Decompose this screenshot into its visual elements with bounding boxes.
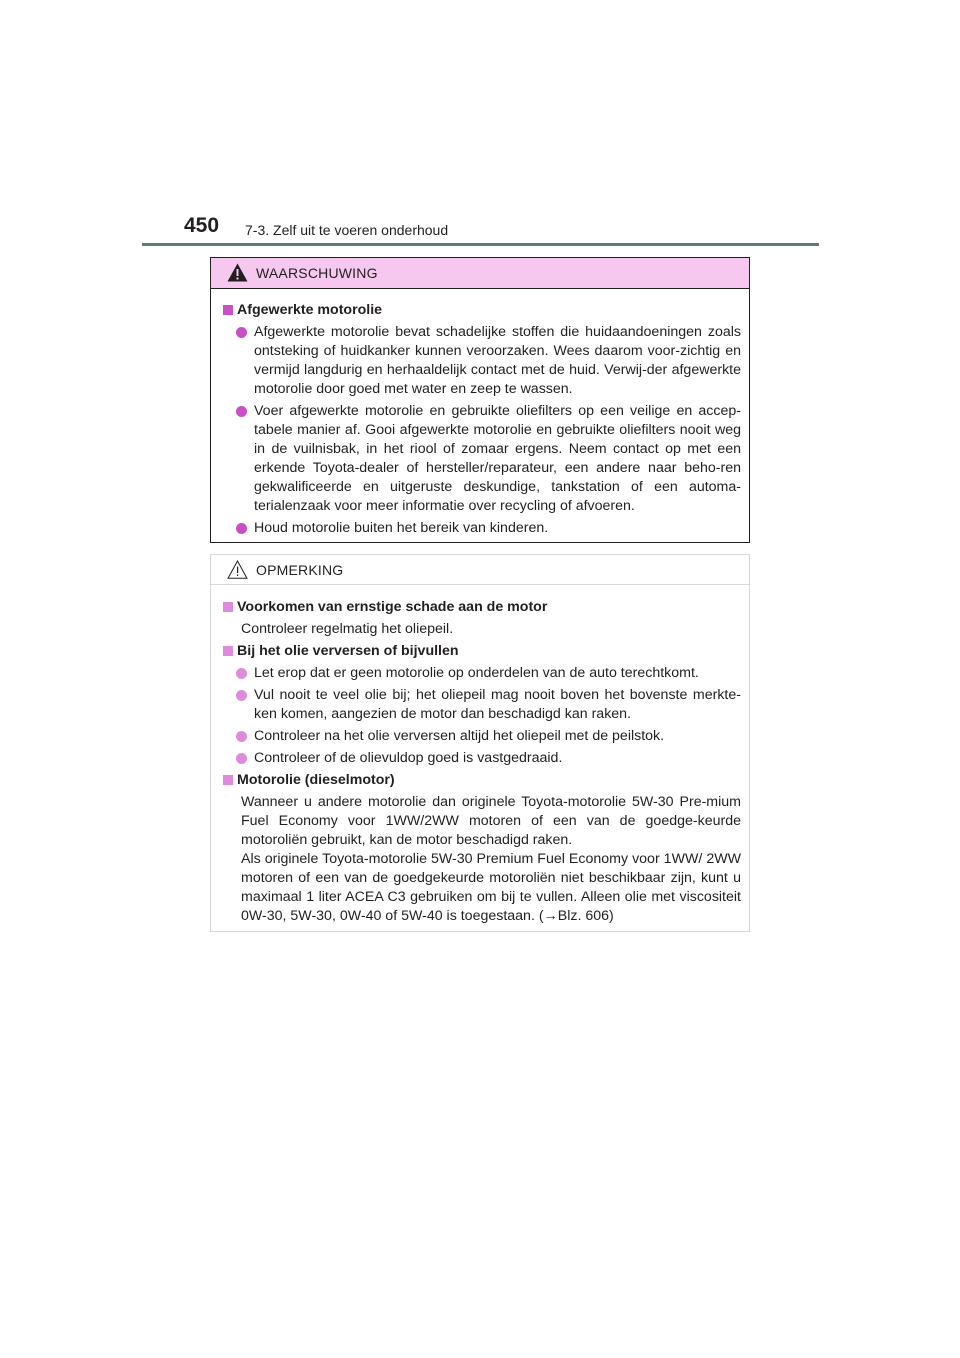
square-bullet-icon [223,305,233,315]
round-bullet-icon [236,690,247,701]
list-item: Voer afgewerkte motorolie en gebruikte oliefilters op een veilige en accep-tabele manier af. Gooi afgewerkte motorolie en gebruikte oliefilters nooit weg in de vuilnisbak, in het riool of zomaar ergens. Neem contact op met een erkende Toyota-dealer of hersteller/reparateur, een andere naar beho-ren gekwalificeerde en uitgeruste deskundige, tankstation of een automa-terialenzaak voor meer informatie over recycling of afvoeren. [235,402,741,516]
warning-icon [227,263,248,282]
round-bullet-icon [236,753,247,764]
notice-heading: Bij het olie verversen of bijvullen [223,642,741,661]
page-number: 450 [184,214,220,237]
round-bullet-icon [236,327,247,338]
warning-content [211,289,749,538]
paragraph: Als originele Toyota-motorolie 5W-30 Premium Fuel Economy voor 1WW/ 2WW motoren of een van de goedgekeurde motoroliën niet beschikbaar zijn, kunt u maximaal 1 liter ACEA C3 gebruiken om bij te vullen. Alleen olie met viscositeit 0W-30, 5W-30, 0W-40 of 5W-40 is toegestaan. (→Blz. 606) [241,851,741,924]
square-bullet-icon [223,602,233,612]
square-bullet-icon [223,646,233,656]
notice-title: OPMERKING [256,562,344,578]
list-item: Vul nooit te veel olie bij; het oliepeil mag nooit boven het bovenste merkte-ken komen, aangezien de motor dan beschadigd kan raken. [235,686,741,724]
list-item: Let erop dat er geen motorolie op onderdelen van de auto terechtkomt. [235,664,741,683]
page-header [184,212,814,244]
warning-header [211,258,749,289]
list-item: Houd motorolie buiten het bereik van kinderen. [235,519,741,538]
square-bullet-icon [223,775,233,785]
list-item: Controleer na het olie verversen altijd het oliepeil met de peilstok. [235,727,741,746]
warning-heading: Afgewerkte motorolie [223,301,741,320]
paragraph: Controleer regelmatig het oliepeil. [241,621,454,637]
round-bullet-icon [236,523,247,534]
notice-header [211,555,749,585]
round-bullet-icon [236,731,247,742]
list-item: Controleer of de olievuldop goed is vastgedraaid. [235,749,741,768]
notice-heading: Voorkomen van ernstige schade aan de motor [223,598,741,617]
notice-box [210,554,750,932]
warning-box [210,257,750,543]
section-title: 7-3. Zelf uit te voeren onderhoud [245,222,449,238]
paragraph: Wanneer u andere motorolie dan originele Toyota-motorolie 5W-30 Pre-mium Fuel Economy voor 1WW/2WW motoren of een van de goedge-keurde motoroliën gebruikt, kan de motor beschadigd raken. [241,794,741,848]
header-rule [142,243,819,246]
warning-title: WAARSCHUWING [256,265,378,281]
list-item: Afgewerkte motorolie bevat schadelijke stoffen die huidaandoeningen zoals ontsteking of huidkanker kunnen veroorzaken. Wees daarom voor-zichtig en vermijd langdurig en herhaaldelijk contact met de huid. Verwij-der afgewerkte motorolie door goed met water en zeep te wassen. [235,323,741,399]
notice-heading: Motorolie (dieselmotor) [223,771,741,790]
round-bullet-icon [236,406,247,417]
round-bullet-icon [236,668,247,679]
notice-content [211,585,749,926]
caution-outline-icon [227,560,248,579]
